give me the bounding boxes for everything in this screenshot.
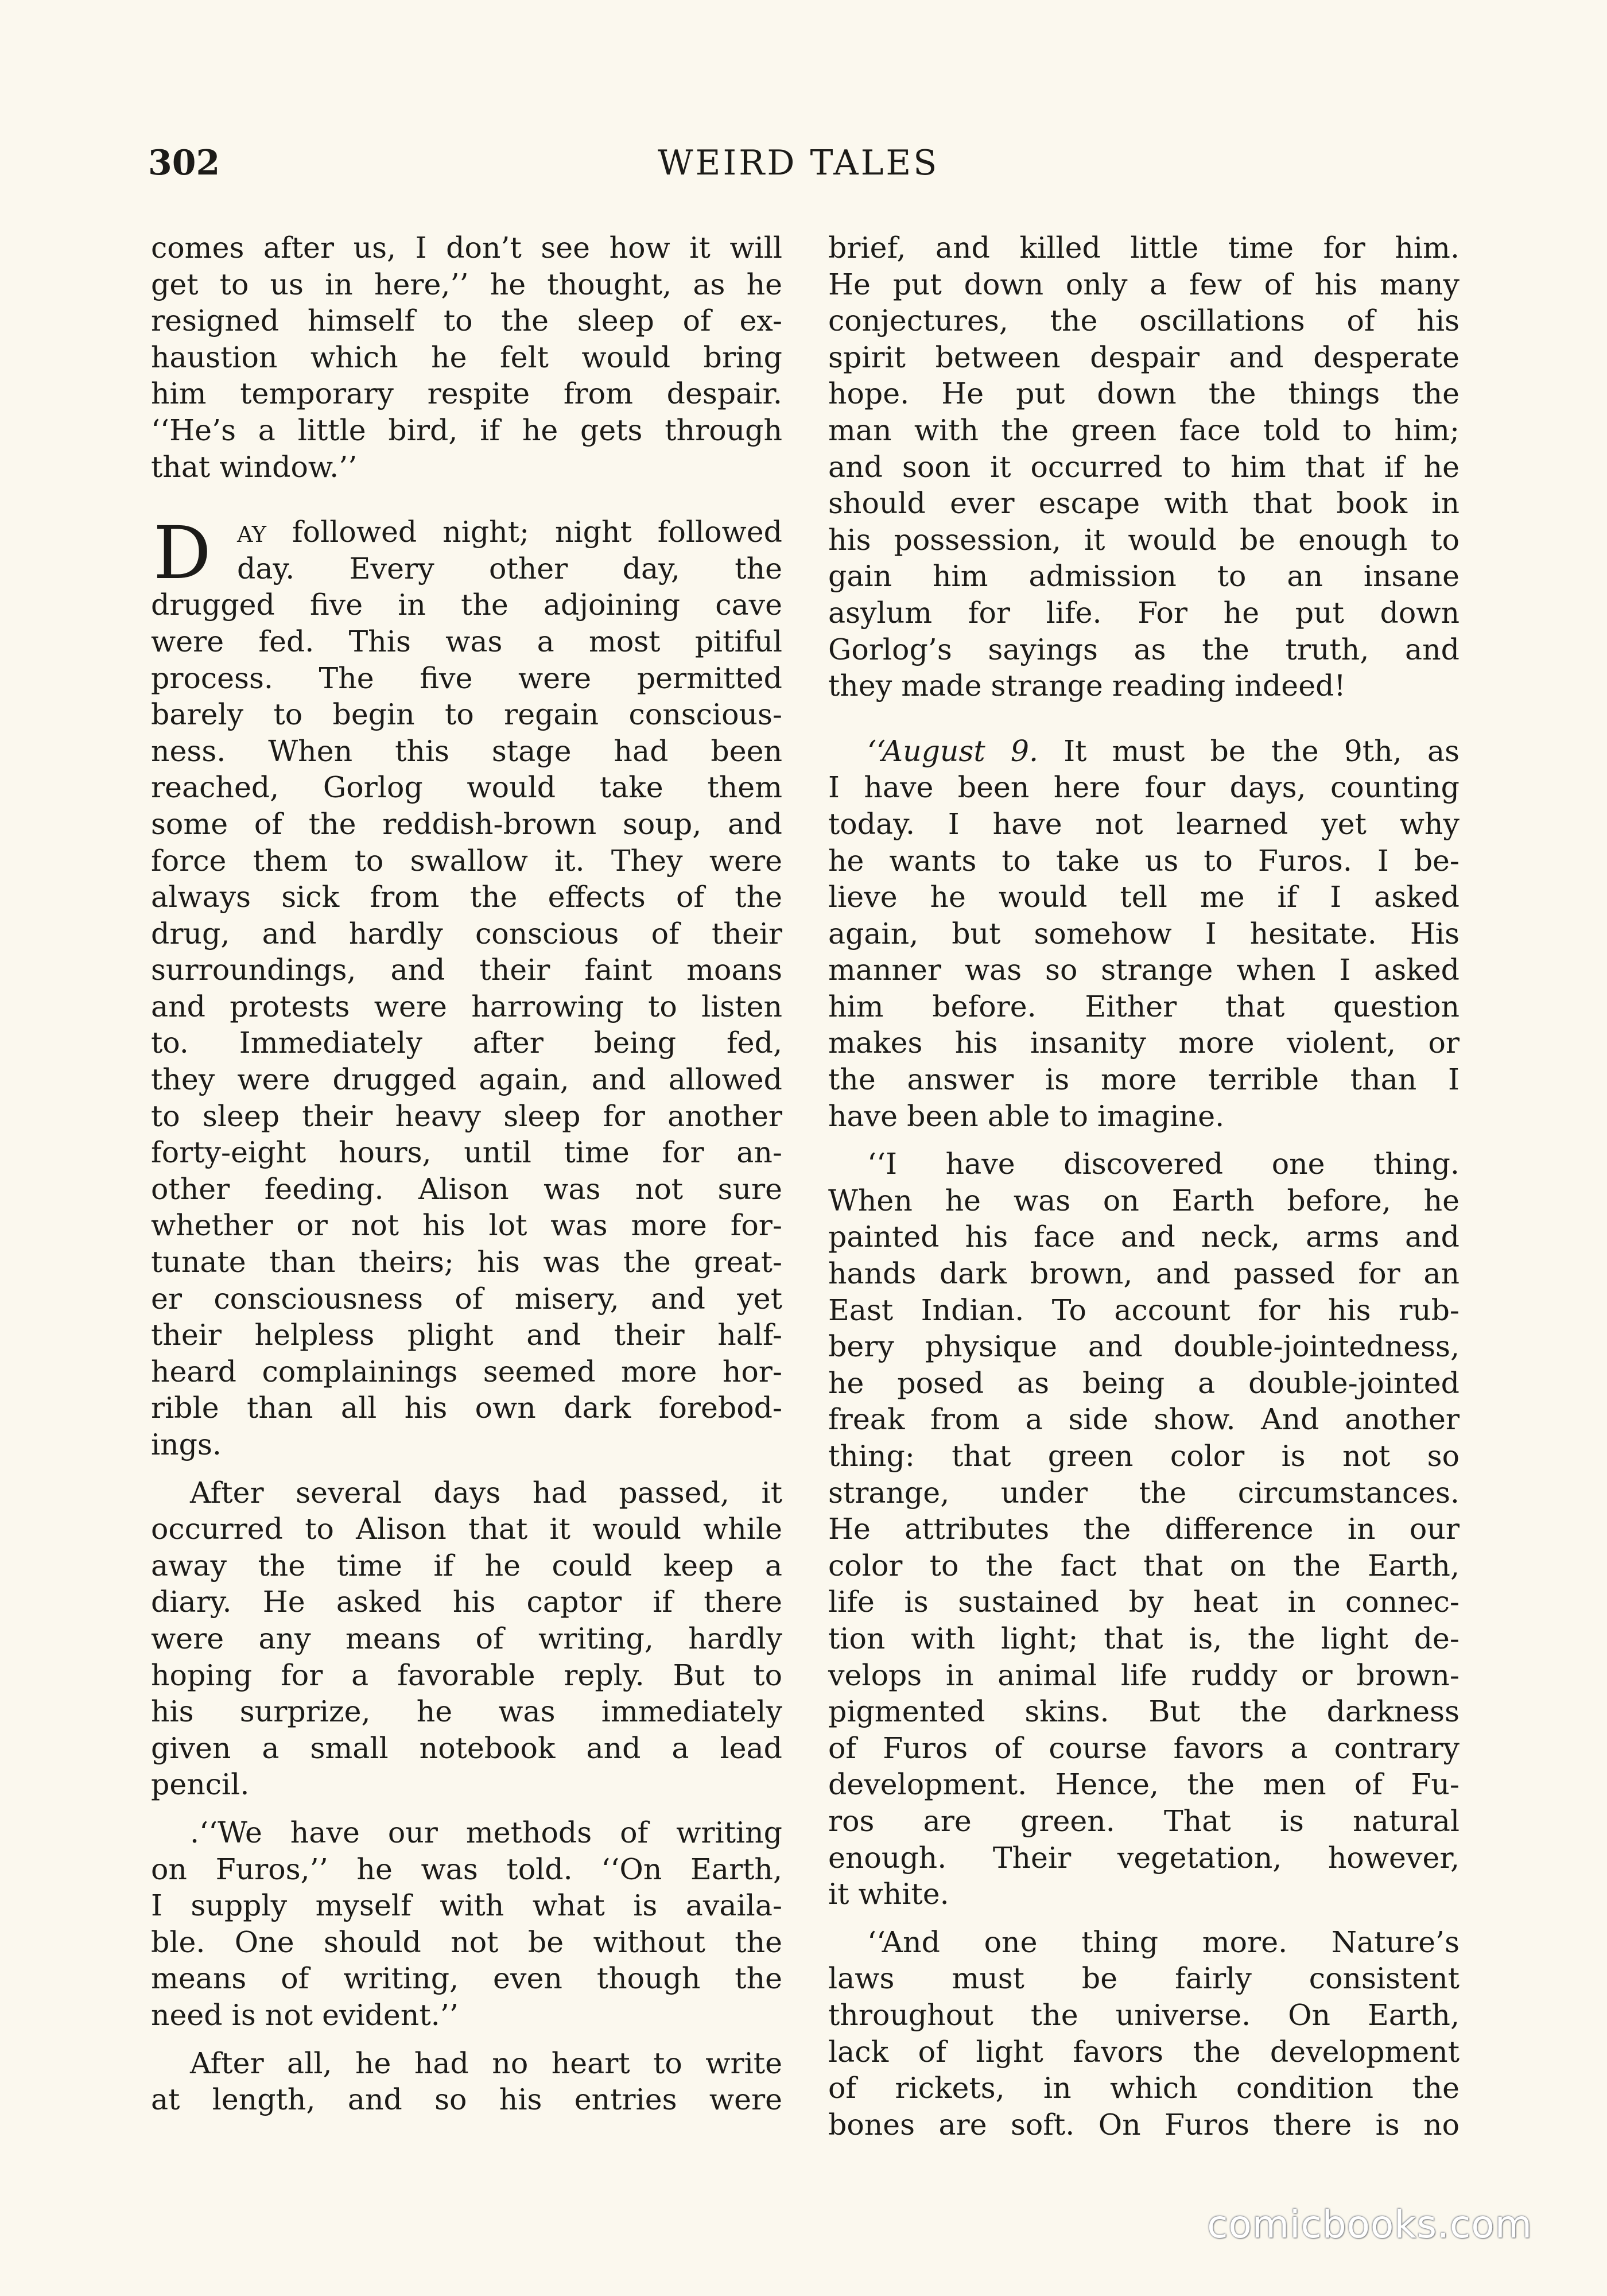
text-line: comes after us, I don’t see how it will — [151, 231, 782, 265]
text-line: tunate than theirs; his was the great- — [151, 1245, 782, 1279]
text-line: After all, he had no heart to write — [190, 2046, 782, 2080]
text-line: He attributes the difference in our — [828, 1512, 1460, 1546]
text-line: ros are green. That is natural — [828, 1804, 1460, 1838]
text-line: ings. — [151, 1428, 222, 1461]
paragraph-gap — [151, 1803, 782, 1814]
text-run: It must be the 9th, as — [1038, 734, 1460, 768]
text-line: of rickets, in which condition the — [828, 2071, 1460, 2105]
text-line: were fed. This was a most pitiful — [151, 624, 782, 658]
text-line: surroundings, and their faint moans — [151, 953, 782, 987]
paragraph — [151, 230, 782, 485]
small-caps: AY — [237, 522, 266, 548]
text-line: lack of light favors the development — [828, 2034, 1460, 2069]
text-line: manner was so strange when I asked — [828, 953, 1460, 987]
text-run: followed night; night followed — [266, 515, 782, 549]
paragraph — [828, 230, 1460, 704]
watermark: comicbooks.com — [1207, 2202, 1532, 2247]
text-line: the answer is more terrible than I — [828, 1062, 1460, 1097]
text-line: and protests were harrowing to listen — [151, 989, 782, 1023]
text-line: to sleep their heavy sleep for another — [151, 1099, 782, 1133]
text-line: heard complainings seemed more hor- — [151, 1354, 782, 1389]
text-line: him temporary respite from despair. — [151, 377, 782, 411]
paragraph-gap — [151, 1463, 782, 1475]
text-line: When he was on Earth before, he — [828, 1183, 1460, 1217]
text-line: velops in animal life ruddy or brown- — [828, 1658, 1460, 1692]
text-line: drugged five in the adjoining cave — [151, 588, 782, 622]
text-line: ble. One should not be without the — [151, 1925, 782, 1959]
text-line: need is not evident.’’ — [151, 1998, 459, 2032]
text-line: life is sustained by heat in connec- — [828, 1585, 1460, 1619]
text-line: reached, Gorlog would take them — [151, 770, 782, 805]
text-line: that window.’’ — [151, 449, 358, 484]
text-line: at length, and so his entries were — [151, 2082, 782, 2117]
text-line: hoping for a favorable reply. But to — [151, 1658, 782, 1692]
text-line: man with the green face told to him; — [828, 413, 1460, 447]
text-line: ‘‘I have discovered one thing. — [867, 1147, 1460, 1181]
text-line — [828, 733, 1460, 770]
text-line: diary. He asked his captor if there — [151, 1585, 782, 1619]
paragraph-gap — [828, 704, 1460, 733]
text-line: whether or not his lot was more for- — [151, 1208, 782, 1243]
text-line: drug, and hardly conscious of their — [151, 916, 782, 951]
paragraph-gap — [828, 1134, 1460, 1146]
text-line: gain him admission to an insane — [828, 559, 1460, 594]
text-line: enough. Their vegetation, however, — [828, 1840, 1460, 1875]
text-line: get to us in here,’’ he thought, as he — [151, 267, 782, 301]
paragraph-diary-entry — [828, 733, 1460, 1135]
text-line: means of writing, even though the — [151, 1961, 782, 1996]
text-line: throughout the universe. On Earth, — [828, 1998, 1460, 2032]
text-line: resigned himself to the sleep of ex- — [151, 304, 782, 338]
paragraph-drop-cap — [151, 511, 782, 1463]
text-line: ness. When this stage had been — [151, 734, 782, 768]
text-line: on Furos,’’ he was told. ‘‘On Earth, — [151, 1852, 782, 1886]
left-column — [151, 230, 782, 2118]
text-line: bones are soft. On Furos there is no — [828, 2107, 1460, 2142]
text-line: pencil. — [151, 1767, 250, 1802]
text-line: they made strange reading indeed! — [828, 669, 1346, 703]
text-line: today. I have not learned yet why — [828, 806, 1460, 841]
text-line: laws must be fairly consistent — [828, 1961, 1460, 1996]
text-line: away the time if he could keep a — [151, 1548, 782, 1583]
text-line: ‘‘He’s a little bird, if he gets through — [151, 413, 782, 447]
text-line: East Indian. To account for his rub- — [828, 1293, 1460, 1327]
text-line: ‘‘And one thing more. Nature’s — [867, 1925, 1460, 1959]
text-line: painted his face and neck, arms and — [828, 1220, 1460, 1254]
text-line: hope. He put down the things the — [828, 377, 1460, 411]
paragraph-gap — [151, 2034, 782, 2045]
text-line: I have been here four days, counting — [828, 770, 1460, 805]
text-line: day. Every other day, the — [237, 551, 782, 585]
paragraph-gap — [828, 1913, 1460, 1924]
text-line: hands dark brown, and passed for an — [828, 1256, 1460, 1291]
text-line: were any means of writing, hardly — [151, 1621, 782, 1655]
text-line: him before. Either that question — [828, 989, 1460, 1023]
running-head: WEIRD TALES — [658, 143, 940, 183]
paragraph — [828, 1924, 1460, 2143]
text-line: he posed as being a double-jointed — [828, 1366, 1460, 1400]
text-line: strange, under the circumstances. — [828, 1475, 1460, 1510]
text-line: should ever escape with that book in — [828, 486, 1460, 521]
right-column — [828, 230, 1460, 2143]
text-line: of Furos of course favors a contrary — [828, 1731, 1460, 1765]
text-line: Gorlog’s sayings as the truth, and — [828, 632, 1460, 666]
text-line: force them to swallow it. They were — [151, 843, 782, 878]
text-line: process. The five were permitted — [151, 661, 782, 695]
text-line: bery physique and double-jointedness, — [828, 1329, 1460, 1364]
text-line: He put down only a few of his many — [828, 267, 1460, 301]
text-line: pigmented skins. But the darkness — [828, 1694, 1460, 1729]
text-line: have been able to imagine. — [828, 1099, 1225, 1133]
text-line: rible than all his own dark forebod- — [151, 1391, 782, 1425]
page-number: 302 — [148, 143, 220, 183]
paragraph — [151, 1475, 782, 1803]
text-line: he wants to take us to Furos. I be- — [828, 843, 1460, 878]
paragraph — [151, 1814, 782, 2034]
text-line: forty-eight hours, until time for an- — [151, 1135, 782, 1170]
text-line: always sick from the effects of the — [151, 880, 782, 914]
text-line: their helpless plight and their half- — [151, 1318, 782, 1352]
text-line: barely to begin to regain conscious- — [151, 697, 782, 732]
text-line: given a small notebook and a lead — [151, 1731, 782, 1765]
text-line: and soon it occurred to him that if he — [828, 449, 1460, 484]
text-line: makes his insanity more violent, or — [828, 1026, 1460, 1060]
text-line: tion with light; that is, the light de- — [828, 1621, 1460, 1655]
text-line: some of the reddish-brown soup, and — [151, 806, 782, 841]
text-line: color to the fact that on the Earth, — [828, 1548, 1460, 1583]
text-line: After several days had passed, it — [190, 1475, 782, 1510]
text-line: freak from a side show. And another — [828, 1402, 1460, 1437]
text-line: .‘‘We have our methods of writing — [190, 1815, 782, 1849]
text-line: they were drugged again, and allowed — [151, 1062, 782, 1097]
text-line: again, but somehow I hesitate. His — [828, 916, 1460, 951]
text-line: thing: that green color is not so — [828, 1439, 1460, 1473]
text-line: his surprize, he was immediately — [151, 1694, 782, 1729]
section-break — [151, 485, 782, 514]
text-line: er consciousness of misery, and yet — [151, 1281, 782, 1316]
diary-date: ‘‘August 9. — [867, 734, 1039, 768]
text-line: spirit between despair and desperate — [828, 340, 1460, 374]
text-line: asylum for life. For he put down — [828, 595, 1460, 630]
text-line: his possession, it would be enough to — [828, 522, 1460, 557]
text-line: lieve he would tell me if I asked — [828, 880, 1460, 914]
text-line: development. Hence, the men of Fu- — [828, 1767, 1460, 1802]
text-line: it white. — [828, 1877, 949, 1911]
text-line: I supply myself with what is availa- — [151, 1888, 782, 1923]
paragraph — [828, 1146, 1460, 1912]
text-line: haustion which he felt would bring — [151, 340, 782, 374]
text-line: other feeding. Alison was not sure — [151, 1172, 782, 1206]
text-line: conjectures, the oscillations of his — [828, 304, 1460, 338]
drop-cap: D — [153, 511, 212, 596]
text-line: occurred to Alison that it would while — [151, 1512, 782, 1546]
text-line: brief, and killed little time for him. — [828, 231, 1460, 265]
text-line: to. Immediately after being fed, — [151, 1026, 782, 1060]
paragraph — [151, 2045, 782, 2118]
